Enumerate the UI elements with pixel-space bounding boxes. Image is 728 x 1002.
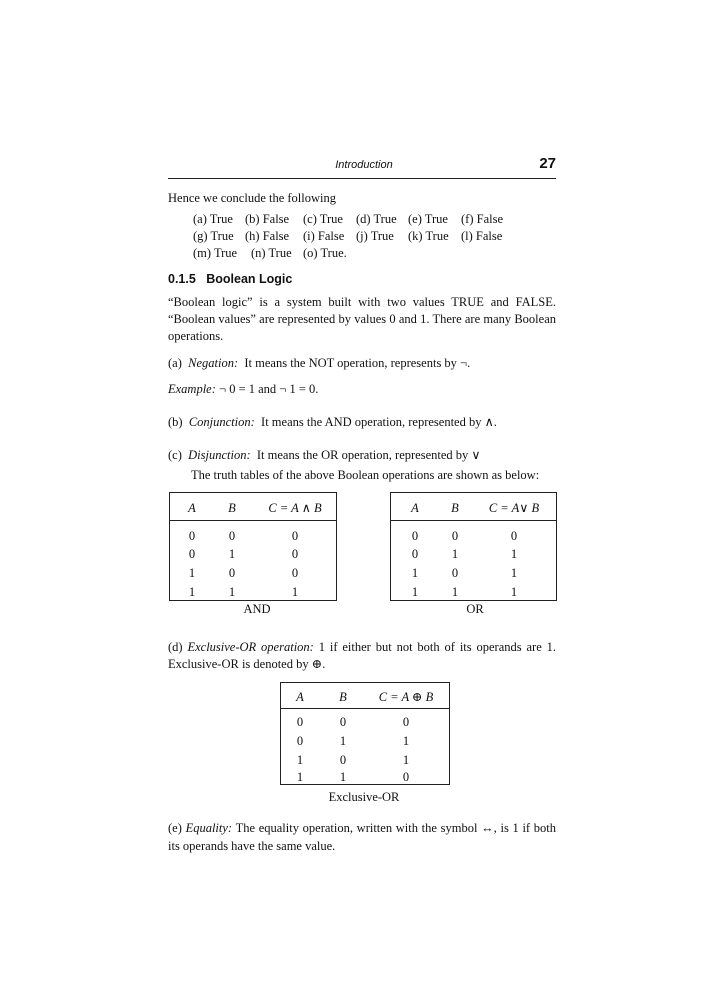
answer-n: (n) True (251, 246, 292, 260)
or-cell: 0 (411, 547, 419, 561)
or-cell: 1 (451, 585, 459, 599)
tables-intro: The truth tables of the above Boolean operations are shown as below: (191, 468, 540, 482)
and-cell: 1 (291, 585, 299, 599)
answer-e: (e) True (408, 212, 448, 226)
xor-cell: 1 (402, 753, 410, 767)
header-rule (168, 178, 556, 179)
section-number: 0.1.5 (168, 272, 196, 286)
xor-cell: 1 (296, 770, 304, 784)
item-text: 1 if either but not both of its operands are 1. (318, 640, 557, 654)
item-label: (e) (168, 821, 182, 835)
item-text: It means the OR operation, represented by ∨ (256, 448, 481, 462)
page-number: 27 (539, 155, 556, 172)
item-disjunction (168, 447, 481, 463)
example-text: ¬ 0 = 1 and ¬ 1 = 0. (219, 382, 319, 396)
or-cell: 0 (411, 529, 419, 543)
answer-i: (i) False (303, 229, 345, 243)
example-term: Example: (168, 382, 216, 396)
xor-cell: 1 (296, 753, 304, 767)
xor-table-header-rule (280, 708, 449, 709)
xor-header-c: C = A ⊕ B (378, 690, 434, 704)
intro-text: Hence we conclude the following (168, 191, 336, 205)
item-term: Disjunction: (188, 448, 251, 462)
and-table-caption: AND (243, 602, 271, 616)
xor-cell: 0 (296, 715, 304, 729)
running-header-title: Introduction (335, 159, 393, 171)
and-cell: 1 (228, 585, 236, 599)
answer-j: (j) True (356, 229, 394, 243)
or-cell: 1 (510, 547, 518, 561)
and-cell: 0 (291, 547, 299, 561)
section-heading (168, 271, 292, 287)
item-term: Negation: (188, 356, 239, 370)
xor-cell: 1 (339, 770, 347, 784)
answer-a: (a) True (193, 212, 233, 226)
item-xor-line-2: Exclusive-OR is denoted by ⊕. (168, 657, 326, 671)
and-cell: 0 (188, 529, 196, 543)
item-label: (a) (168, 356, 182, 370)
xor-cell: 0 (339, 715, 347, 729)
xor-cell: 0 (339, 753, 347, 767)
and-cell: 1 (228, 547, 236, 561)
or-table-caption: OR (466, 602, 484, 616)
item-label: (c) (168, 448, 182, 462)
example-line (168, 381, 318, 397)
answer-d: (d) True (356, 212, 397, 226)
item-text: The equality operation, written with the symbol ↔, is 1 if both (235, 821, 557, 835)
item-text: It means the AND operation, represented by ∧. (261, 415, 497, 429)
and-cell: 0 (188, 547, 196, 561)
and-cell: 0 (291, 566, 299, 580)
xor-table-caption: Exclusive-OR (328, 790, 400, 804)
xor-cell: 1 (339, 734, 347, 748)
answer-c: (c) True (303, 212, 343, 226)
answer-l: (l) False (461, 229, 503, 243)
xor-cell: 0 (296, 734, 304, 748)
or-cell: 1 (510, 566, 518, 580)
item-negation (168, 355, 470, 371)
item-equality-line-1 (168, 820, 556, 837)
item-term: Equality: (185, 821, 233, 835)
xor-header-b: B (339, 690, 347, 704)
answer-o: (o) True. (303, 246, 347, 260)
or-header-a: A (411, 501, 419, 515)
item-term: Conjunction: (188, 415, 255, 429)
or-cell: 1 (510, 585, 518, 599)
and-cell: 1 (188, 566, 196, 580)
item-term: Exclusive-OR operation: (187, 640, 314, 654)
paragraph-line-2: “Boolean values” are represented by values 0 and 1. There are many Boolean (168, 312, 556, 326)
or-header-c: C = A∨ B (488, 501, 540, 515)
answer-m: (m) True (193, 246, 238, 260)
or-cell: 1 (411, 566, 419, 580)
or-table-header-rule (390, 520, 556, 521)
xor-cell: 1 (402, 734, 410, 748)
item-equality-line-2: its operands have the same value. (168, 839, 336, 853)
item-conjunction (168, 414, 497, 430)
xor-cell: 0 (402, 715, 410, 729)
answer-b: (b) False (245, 212, 290, 226)
xor-header-a: A (296, 690, 304, 704)
answer-g: (g) True (193, 229, 234, 243)
or-cell: 1 (411, 585, 419, 599)
or-cell: 1 (451, 547, 459, 561)
or-header-b: B (451, 501, 459, 515)
item-label: (b) (168, 415, 183, 429)
answer-k: (k) True (408, 229, 449, 243)
or-cell: 0 (510, 529, 518, 543)
xor-cell: 0 (402, 770, 410, 784)
paragraph-line-3: operations. (168, 329, 224, 343)
and-header-a: A (188, 501, 196, 515)
item-xor-line-1 (168, 639, 556, 656)
and-table-header-rule (169, 520, 336, 521)
section-title: Boolean Logic (206, 272, 293, 286)
paragraph-line-1: “Boolean logic” is a system built with two values TRUE and FALSE. (168, 295, 556, 309)
item-label: (d) (168, 640, 183, 654)
answer-h: (h) False (245, 229, 290, 243)
and-cell: 0 (228, 566, 236, 580)
or-cell: 0 (451, 529, 459, 543)
answer-f: (f) False (461, 212, 503, 226)
and-header-b: B (228, 501, 236, 515)
or-cell: 0 (451, 566, 459, 580)
and-cell: 1 (188, 585, 196, 599)
item-text: It means the NOT operation, represents by ¬. (244, 356, 471, 370)
and-header-c: C = A ∧ B (268, 501, 322, 515)
and-cell: 0 (228, 529, 236, 543)
and-cell: 0 (291, 529, 299, 543)
